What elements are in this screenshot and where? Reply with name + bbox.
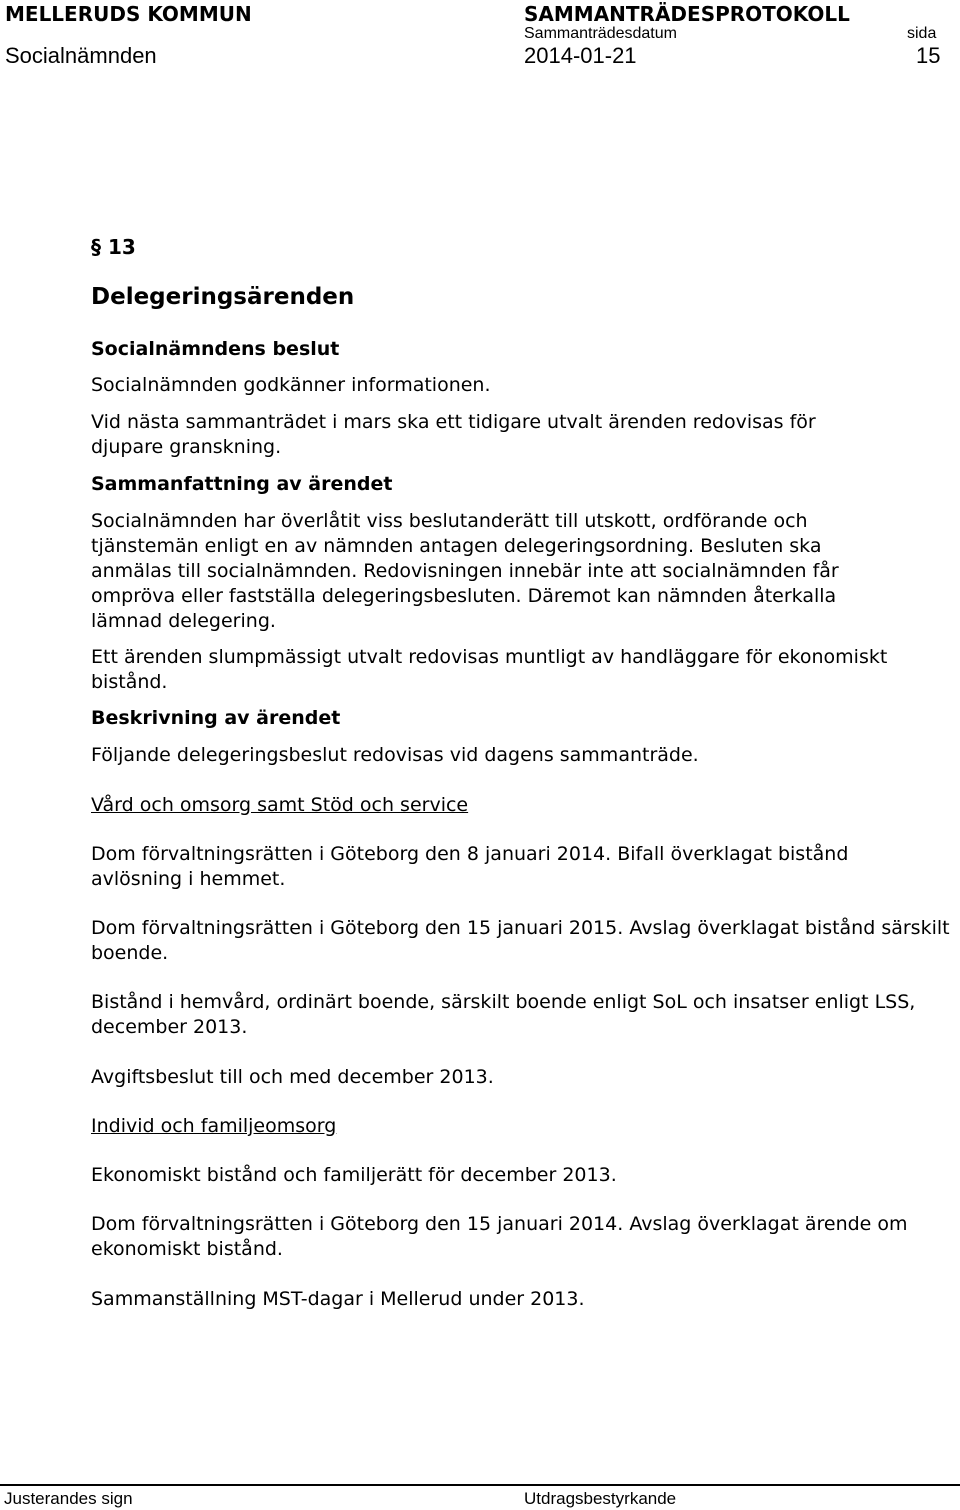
footer-divider [0, 1484, 960, 1486]
beskrivning-heading: Beskrivning av ärendet [91, 707, 341, 729]
list-item: Avgiftsbeslut till och med december 2013. [91, 1066, 494, 1088]
committee-name: Socialnämnden [5, 43, 157, 68]
sammanfattning-heading: Sammanfattning av ärendet [91, 473, 393, 495]
paragraph-number: § 13 [91, 235, 136, 259]
org-name: MELLERUDS KOMMUN [5, 2, 252, 26]
list-item: Bistånd i hemvård, ordinärt boende, särskilt boende enligt SoL och insatser enligt LSS, december 2013. [91, 991, 916, 1038]
list-item: Dom förvaltningsrätten i Göteborg den 8 januari 2014. Bifall överklagat bistånd avlösning i hemmet. [91, 843, 849, 890]
section-title: Delegeringsärenden [91, 284, 355, 310]
footer-utdragsbestyrkande: Utdragsbestyrkande [524, 1489, 677, 1508]
beslut-line-1: Socialnämnden godkänner informationen. [91, 374, 491, 396]
footer-justerandes-sign: Justerandes sign [4, 1489, 133, 1508]
meeting-date: 2014-01-21 [524, 43, 637, 68]
sammanfattning-paragraph-2: Ett ärenden slumpmässigt utvalt redovisas muntligt av handläggare för ekonomiskt bistånd. [91, 646, 888, 693]
beslut-heading: Socialnämndens beslut [91, 338, 340, 360]
list-item: Sammanställning MST-dagar i Mellerud under 2013. [91, 1288, 585, 1310]
date-label: Sammanträdesdatum [524, 25, 677, 42]
list-item: Dom förvaltningsrätten i Göteborg den 15 januari 2015. Avslag överklagat bistånd särskilt boende. [91, 917, 950, 964]
document-type: SAMMANTRÄDESPROTOKOLL [524, 2, 850, 26]
sammanfattning-paragraph-1: Socialnämnden har överlåtit viss beslutanderätt till utskott, ordförande och tjänstemän enligt en av nämnden antagen delegeringsordning. Besluten ska anmälas till socialnämnden. Redovisningen innebär inte att socialnämnden får ompröva eller fastställa delegeringsbesluten. Däremot kan nämnden återkalla lämnad delegering. [91, 510, 839, 632]
page-number: 15 [916, 43, 941, 68]
beslut-line-2: Vid nästa sammanträdet i mars ska ett tidigare utvalt ärenden redovisas för djupare granskning. [91, 411, 816, 458]
group-heading-vard-omsorg: Vård och omsorg samt Stöd och service [91, 794, 469, 816]
list-item: Ekonomiskt bistånd och familjerätt för december 2013. [91, 1164, 617, 1186]
page-label: sida [907, 25, 937, 42]
group-heading-individ-familj: Individ och familjeomsorg [91, 1115, 337, 1137]
list-item: Dom förvaltningsrätten i Göteborg den 15 januari 2014. Avslag överklagat ärende om ekonomiskt bistånd. [91, 1213, 908, 1260]
beskrivning-intro: Följande delegeringsbeslut redovisas vid dagens sammanträde. [91, 744, 699, 766]
